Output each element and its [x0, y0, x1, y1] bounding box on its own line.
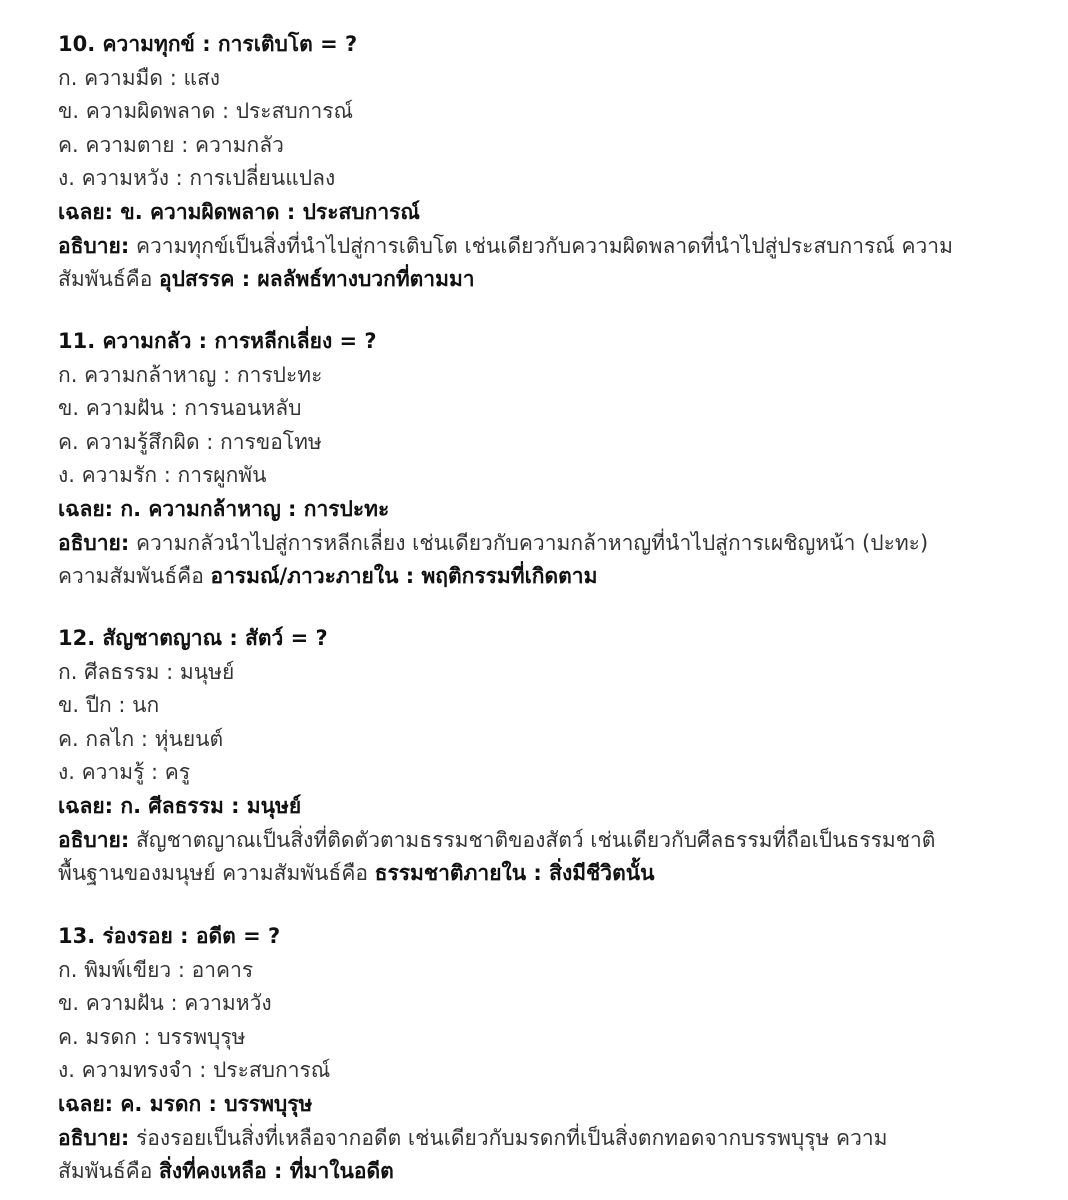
option-item: ข. ความผิดพลาด : ประสบการณ์: [58, 99, 353, 124]
question-title: 11. ความกลัว : การหลีกเลี่ยง = ?: [58, 329, 377, 353]
explanation-text: สัญชาตญาณเป็นสิ่งที่ติดตัวตามธรรมชาติของสัตว์ เช่นเดียวกับศีลธรรมที่ถือเป็นธรรมชาติ: [129, 827, 936, 852]
explanation-text: ความกลัวนำไปสู่การหลีกเลี่ยง เช่นเดียวกับความกล้าหาญที่นำไปสู่การเผชิญหน้า (ปะทะ): [129, 530, 929, 555]
explanation-line: [58, 857, 1038, 891]
explanation-line: [58, 230, 1038, 264]
option-item: ก. ความกล้าหาญ : การปะทะ: [58, 362, 323, 387]
question-title: 10. ความทุกข์ : การเติบโต = ?: [58, 32, 358, 56]
explanation-line: [58, 1122, 1038, 1156]
option-item: ง. ความรู้ : ครู: [58, 760, 191, 785]
answer-line: เฉลย: ข. ความผิดพลาด : ประสบการณ์: [58, 199, 420, 224]
explanation-text: สัมพันธ์คือ: [58, 267, 160, 292]
explanation-text: สัมพันธ์คือ: [58, 1159, 160, 1184]
relation-text: อารมณ์/ภาวะภายใน : พฤติกรรมที่เกิดตาม: [210, 564, 598, 589]
explanation-text: ร่องรอยเป็นสิ่งที่เหลือจากอดีต เช่นเดียวกับมรดกที่เป็นสิ่งตกทอดจากบรรพบุรุษ ความ: [129, 1125, 888, 1150]
answer-line: เฉลย: ก. ศีลธรรม : มนุษย์: [58, 793, 302, 818]
option-item: ค. ความตาย : ความกลัว: [58, 132, 284, 157]
option-item: ข. ความฝัน : ความหวัง: [58, 991, 272, 1016]
option-item: ค. กลไก : หุ่นยนต์: [58, 726, 224, 751]
option-item: ง. ความรัก : การผูกพัน: [58, 463, 267, 488]
explanation-label: อธิบาย:: [58, 827, 130, 852]
option-item: ง. ความหวัง : การเปลี่ยนแปลง: [58, 166, 336, 191]
explanation-text: พื้นฐานของมนุษย์ ความสัมพันธ์คือ: [58, 861, 375, 886]
answer-line: เฉลย: ค. มรดก : บรรพบุรุษ: [58, 1091, 313, 1116]
question-block: [58, 920, 1038, 1189]
option-item: ก. พิมพ์เขียว : อาคาร: [58, 957, 254, 982]
explanation-label: อธิบาย:: [58, 1125, 130, 1150]
question-block: [58, 28, 1038, 297]
question-block: [58, 622, 1038, 891]
option-item: ค. ความรู้สึกผิด : การขอโทษ: [58, 429, 322, 454]
explanation-line: [58, 263, 1038, 297]
explanation-label: อธิบาย:: [58, 530, 130, 555]
option-item: ง. ความทรงจำ : ประสบการณ์: [58, 1058, 331, 1083]
question-title: 13. ร่องรอย : อดีต = ?: [58, 924, 281, 948]
explanation-line: [58, 1155, 1038, 1189]
relation-text: สิ่งที่คงเหลือ : ที่มาในอดีต: [159, 1159, 394, 1184]
explanation-text: ความสัมพันธ์คือ: [58, 564, 211, 589]
explanation-line: [58, 527, 1038, 561]
option-item: ก. ความมืด : แสง: [58, 65, 221, 90]
relation-text: ธรรมชาติภายใน : สิ่งมีชีวิตนั้น: [374, 861, 655, 886]
option-item: ข. ความฝัน : การนอนหลับ: [58, 396, 302, 421]
explanation-text: ความทุกข์เป็นสิ่งที่นำไปสู่การเติบโต เช่นเดียวกับความผิดพลาดที่นำไปสู่ประสบการณ์ ความ: [129, 233, 953, 258]
question-block: [58, 325, 1038, 594]
explanation-label: อธิบาย:: [58, 233, 130, 258]
option-item: ข. ปีก : นก: [58, 693, 160, 718]
explanation-line: [58, 824, 1038, 858]
question-title: 12. สัญชาตญาณ : สัตว์ = ?: [58, 626, 328, 650]
explanation-line: [58, 560, 1038, 594]
option-item: ค. มรดก : บรรพบุรุษ: [58, 1024, 246, 1049]
relation-text: อุปสรรค : ผลลัพธ์ทางบวกที่ตามมา: [159, 267, 475, 292]
answer-line: เฉลย: ก. ความกล้าหาญ : การปะทะ: [58, 496, 390, 521]
option-item: ก. ศีลธรรม : มนุษย์: [58, 659, 235, 684]
